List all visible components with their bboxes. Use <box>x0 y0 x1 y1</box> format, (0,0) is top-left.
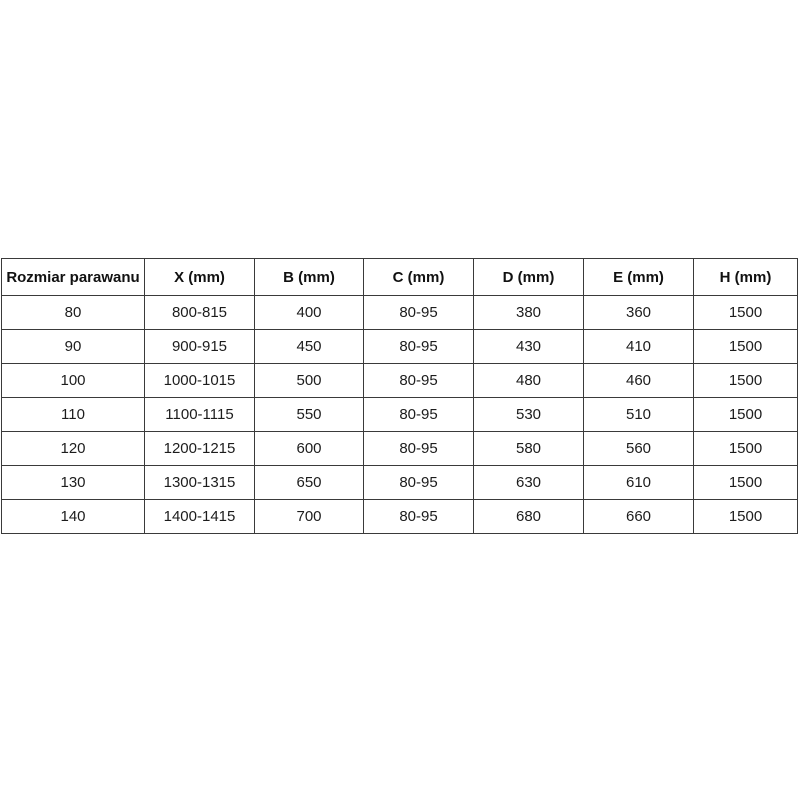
table-cell: 1000-1015 <box>145 364 255 398</box>
table-cell: 660 <box>584 500 694 534</box>
table-cell: 80 <box>2 296 145 330</box>
table-cell: 550 <box>255 398 364 432</box>
table-cell: 80-95 <box>364 466 474 500</box>
table-cell: 800-815 <box>145 296 255 330</box>
table-cell: 80-95 <box>364 432 474 466</box>
table-cell: 610 <box>584 466 694 500</box>
header-row <box>2 259 798 296</box>
table-cell: 1300-1315 <box>145 466 255 500</box>
table-cell: 140 <box>2 500 145 534</box>
table-cell: 680 <box>474 500 584 534</box>
table-cell: 400 <box>255 296 364 330</box>
table-cell: 360 <box>584 296 694 330</box>
table-cell: 700 <box>255 500 364 534</box>
table-cell: 80-95 <box>364 330 474 364</box>
table-row <box>2 466 798 500</box>
table-cell: 1500 <box>694 432 798 466</box>
table-cell: 1400-1415 <box>145 500 255 534</box>
table-cell: 630 <box>474 466 584 500</box>
table-cell: 1500 <box>694 330 798 364</box>
table-cell: 1200-1215 <box>145 432 255 466</box>
column-header-c-mm: C (mm) <box>364 259 474 296</box>
table-body <box>2 296 798 534</box>
table-cell: 450 <box>255 330 364 364</box>
dimension-table-container <box>1 258 797 534</box>
table-cell: 1500 <box>694 466 798 500</box>
table-cell: 380 <box>474 296 584 330</box>
column-header-x-mm: X (mm) <box>145 259 255 296</box>
table-cell: 510 <box>584 398 694 432</box>
column-header-h-mm: H (mm) <box>694 259 798 296</box>
table-cell: 120 <box>2 432 145 466</box>
table-cell: 900-915 <box>145 330 255 364</box>
table-cell: 1500 <box>694 398 798 432</box>
table-cell: 650 <box>255 466 364 500</box>
table-row <box>2 432 798 466</box>
table-cell: 130 <box>2 466 145 500</box>
table-cell: 580 <box>474 432 584 466</box>
table-cell: 560 <box>584 432 694 466</box>
table-cell: 90 <box>2 330 145 364</box>
table-cell: 500 <box>255 364 364 398</box>
table-cell: 1500 <box>694 364 798 398</box>
column-header-rozmiar-parawanu: Rozmiar parawanu <box>2 259 145 296</box>
dimension-table <box>1 258 798 534</box>
table-cell: 480 <box>474 364 584 398</box>
table-cell: 410 <box>584 330 694 364</box>
table-cell: 1500 <box>694 296 798 330</box>
table-cell: 430 <box>474 330 584 364</box>
column-header-b-mm: B (mm) <box>255 259 364 296</box>
table-row <box>2 398 798 432</box>
column-header-e-mm: E (mm) <box>584 259 694 296</box>
table-row <box>2 500 798 534</box>
table-cell: 80-95 <box>364 398 474 432</box>
table-cell: 110 <box>2 398 145 432</box>
table-cell: 460 <box>584 364 694 398</box>
table-row <box>2 364 798 398</box>
table-cell: 530 <box>474 398 584 432</box>
table-cell: 80-95 <box>364 364 474 398</box>
column-header-d-mm: D (mm) <box>474 259 584 296</box>
table-cell: 600 <box>255 432 364 466</box>
table-cell: 1100-1115 <box>145 398 255 432</box>
table-cell: 100 <box>2 364 145 398</box>
table-row <box>2 330 798 364</box>
table-cell: 1500 <box>694 500 798 534</box>
table-cell: 80-95 <box>364 500 474 534</box>
table-row <box>2 296 798 330</box>
table-cell: 80-95 <box>364 296 474 330</box>
